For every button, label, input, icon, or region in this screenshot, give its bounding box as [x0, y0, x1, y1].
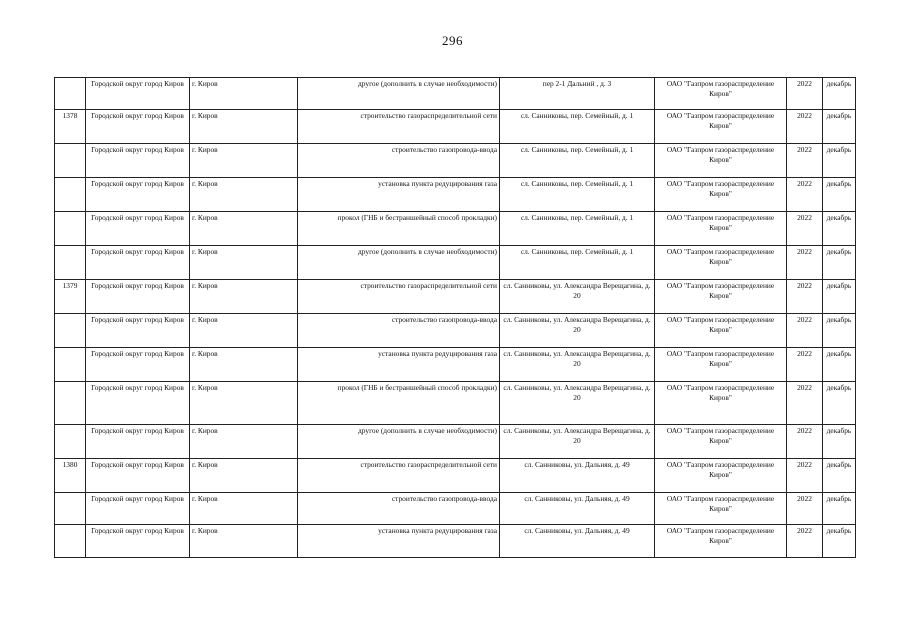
table-row	[55, 144, 856, 178]
row-number-cell	[55, 246, 86, 280]
address-cell: сл. Санниковы, пер. Семейный, д. 1	[500, 246, 655, 280]
settlement-cell: г. Киров	[190, 110, 298, 144]
work-type-cell: установка пункта редуцирования газа	[298, 348, 500, 382]
settlement-cell: г. Киров	[190, 280, 298, 314]
year-cell: 2022	[787, 348, 823, 382]
row-number-cell	[55, 178, 86, 212]
work-type-cell: строительство газораспределительной сети	[298, 110, 500, 144]
municipality-cell: Городской округ город Киров	[86, 348, 190, 382]
year-cell: 2022	[787, 110, 823, 144]
address-cell: сл. Санниковы, ул. Дальняя, д. 49	[500, 459, 655, 493]
table-row	[55, 348, 856, 382]
settlement-cell: г. Киров	[190, 212, 298, 246]
month-cell: декабрь	[823, 425, 856, 459]
page-number: 296	[442, 33, 463, 48]
municipality-cell: Городской округ город Киров	[86, 493, 190, 525]
table-row	[55, 459, 856, 493]
municipality-cell: Городской округ город Киров	[86, 525, 190, 558]
work-type-cell: прокол (ГНБ и бестраншейный способ прокладки)	[298, 212, 500, 246]
year-cell: 2022	[787, 178, 823, 212]
row-number-cell	[55, 425, 86, 459]
municipality-cell: Городской округ город Киров	[86, 280, 190, 314]
month-cell: декабрь	[823, 459, 856, 493]
year-cell: 2022	[787, 314, 823, 348]
year-cell: 2022	[787, 280, 823, 314]
settlement-cell: г. Киров	[190, 78, 298, 110]
organization-cell: ОАО "Газпром газораспределение Киров"	[655, 314, 787, 348]
row-number-cell	[55, 348, 86, 382]
work-type-cell: установка пункта редуцирования газа	[298, 178, 500, 212]
address-cell: пер 2-1 Дальний , д. 3	[500, 78, 655, 110]
table-row	[55, 246, 856, 280]
organization-cell: ОАО "Газпром газораспределение Киров"	[655, 246, 787, 280]
municipality-cell: Городской округ город Киров	[86, 212, 190, 246]
organization-cell: ОАО "Газпром газораспределение Киров"	[655, 459, 787, 493]
work-type-cell: другое (дополнить в случае необходимости)	[298, 78, 500, 110]
address-cell: сл. Санниковы, ул. Дальняя, д. 49	[500, 493, 655, 525]
month-cell: декабрь	[823, 110, 856, 144]
municipality-cell: Городской округ город Киров	[86, 425, 190, 459]
year-cell: 2022	[787, 144, 823, 178]
month-cell: декабрь	[823, 280, 856, 314]
year-cell: 2022	[787, 78, 823, 110]
work-type-cell: другое (дополнить в случае необходимости)	[298, 246, 500, 280]
row-number-cell	[55, 314, 86, 348]
month-cell: декабрь	[823, 246, 856, 280]
row-number-cell	[55, 212, 86, 246]
address-cell: сл. Санниковы, пер. Семейный, д. 1	[500, 110, 655, 144]
year-cell: 2022	[787, 459, 823, 493]
organization-cell: ОАО "Газпром газораспределение Киров"	[655, 382, 787, 425]
settlement-cell: г. Киров	[190, 314, 298, 348]
row-number-cell	[55, 525, 86, 558]
month-cell: декабрь	[823, 348, 856, 382]
month-cell: декабрь	[823, 78, 856, 110]
organization-cell: ОАО "Газпром газораспределение Киров"	[655, 178, 787, 212]
year-cell: 2022	[787, 493, 823, 525]
municipality-cell: Городской округ город Киров	[86, 246, 190, 280]
address-cell: сл. Санниковы, ул. Дальняя, д. 49	[500, 525, 655, 558]
work-type-cell: установка пункта редуцирования газа	[298, 525, 500, 558]
settlement-cell: г. Киров	[190, 246, 298, 280]
organization-cell: ОАО "Газпром газораспределение Киров"	[655, 525, 787, 558]
address-cell: сл. Санниковы, пер. Семейный, д. 1	[500, 212, 655, 246]
address-cell: сл. Санниковы, ул. Александра Верещагина, д. 20	[500, 314, 655, 348]
year-cell: 2022	[787, 525, 823, 558]
row-number-cell	[55, 78, 86, 110]
table-row	[55, 178, 856, 212]
table-row	[55, 110, 856, 144]
year-cell: 2022	[787, 382, 823, 425]
month-cell: декабрь	[823, 212, 856, 246]
year-cell: 2022	[787, 246, 823, 280]
table-row	[55, 425, 856, 459]
table-row	[55, 280, 856, 314]
organization-cell: ОАО "Газпром газораспределение Киров"	[655, 212, 787, 246]
work-type-cell: строительство газораспределительной сети	[298, 280, 500, 314]
work-type-cell: другое (дополнить в случае необходимости)	[298, 425, 500, 459]
settlement-cell: г. Киров	[190, 348, 298, 382]
organization-cell: ОАО "Газпром газораспределение Киров"	[655, 280, 787, 314]
address-cell: сл. Санниковы, ул. Александра Верещагина, д. 20	[500, 280, 655, 314]
work-type-cell: строительство газопровода-ввода	[298, 144, 500, 178]
organization-cell: ОАО "Газпром газораспределение Киров"	[655, 144, 787, 178]
settlement-cell: г. Киров	[190, 425, 298, 459]
table-row	[55, 525, 856, 558]
municipality-cell: Городской округ город Киров	[86, 178, 190, 212]
row-number-cell: 1379	[55, 280, 86, 314]
municipality-cell: Городской округ город Киров	[86, 144, 190, 178]
row-number-cell: 1378	[55, 110, 86, 144]
month-cell: декабрь	[823, 493, 856, 525]
month-cell: декабрь	[823, 314, 856, 348]
table-row	[55, 78, 856, 110]
table-row	[55, 212, 856, 246]
month-cell: декабрь	[823, 382, 856, 425]
row-number-cell: 1380	[55, 459, 86, 493]
settlement-cell: г. Киров	[190, 459, 298, 493]
address-cell: сл. Санниковы, ул. Александра Верещагина, д. 20	[500, 348, 655, 382]
settlement-cell: г. Киров	[190, 144, 298, 178]
municipality-cell: Городской округ город Киров	[86, 459, 190, 493]
works-table	[54, 77, 856, 558]
table-row	[55, 493, 856, 525]
organization-cell: ОАО "Газпром газораспределение Киров"	[655, 78, 787, 110]
address-cell: сл. Санниковы, пер. Семейный, д. 1	[500, 144, 655, 178]
municipality-cell: Городской округ город Киров	[86, 382, 190, 425]
row-number-cell	[55, 493, 86, 525]
municipality-cell: Городской округ город Киров	[86, 314, 190, 348]
table-row	[55, 382, 856, 425]
row-number-cell	[55, 382, 86, 425]
organization-cell: ОАО "Газпром газораспределение Киров"	[655, 425, 787, 459]
month-cell: декабрь	[823, 525, 856, 558]
address-cell: сл. Санниковы, ул. Александра Верещагина, д. 20	[500, 382, 655, 425]
table-row	[55, 314, 856, 348]
organization-cell: ОАО "Газпром газораспределение Киров"	[655, 110, 787, 144]
settlement-cell: г. Киров	[190, 525, 298, 558]
settlement-cell: г. Киров	[190, 493, 298, 525]
address-cell: сл. Санниковы, ул. Александра Верещагина, д. 20	[500, 425, 655, 459]
work-type-cell: строительство газораспределительной сети	[298, 459, 500, 493]
settlement-cell: г. Киров	[190, 178, 298, 212]
month-cell: декабрь	[823, 144, 856, 178]
municipality-cell: Городской округ город Киров	[86, 110, 190, 144]
address-cell: сл. Санниковы, пер. Семейный, д. 1	[500, 178, 655, 212]
municipality-cell: Городской округ город Киров	[86, 78, 190, 110]
work-type-cell: строительство газопровода-ввода	[298, 314, 500, 348]
year-cell: 2022	[787, 212, 823, 246]
work-type-cell: прокол (ГНБ и бестраншейный способ прокладки)	[298, 382, 500, 425]
row-number-cell	[55, 144, 86, 178]
work-type-cell: строительство газопровода-ввода	[298, 493, 500, 525]
organization-cell: ОАО "Газпром газораспределение Киров"	[655, 493, 787, 525]
year-cell: 2022	[787, 425, 823, 459]
settlement-cell: г. Киров	[190, 382, 298, 425]
organization-cell: ОАО "Газпром газораспределение Киров"	[655, 348, 787, 382]
table-body	[55, 78, 856, 558]
month-cell: декабрь	[823, 178, 856, 212]
